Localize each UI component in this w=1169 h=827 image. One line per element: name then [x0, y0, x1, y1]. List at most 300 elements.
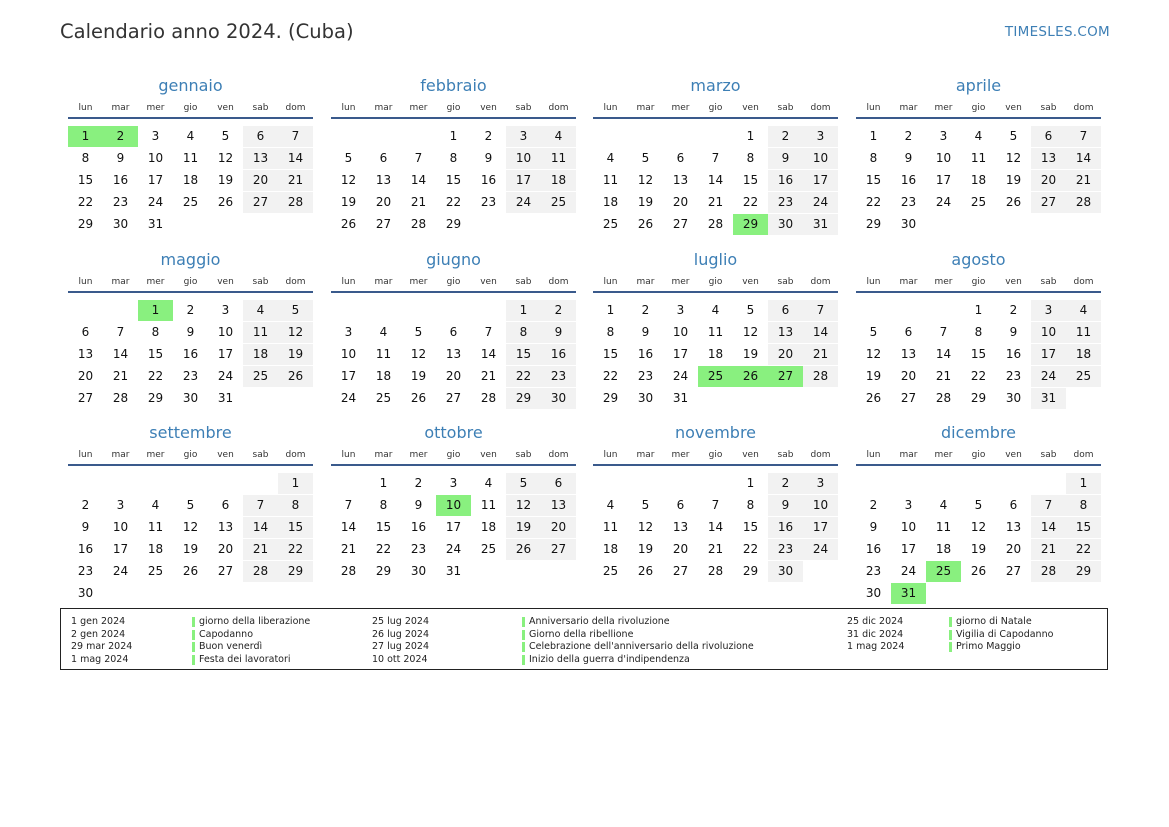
weekday-label: lun [866, 450, 881, 460]
weekday-label: ven [742, 450, 759, 460]
holiday-day: 25 [926, 561, 961, 582]
calendar-day: 14 [1031, 517, 1066, 538]
calendar-day: 29 [77, 217, 94, 231]
weekday-label: ven [1005, 277, 1022, 287]
legend-holiday-name [949, 641, 1021, 652]
calendar-day: 18 [243, 344, 278, 365]
legend-holiday-text: Celebrazione dell'anniversario della rivoluzione [529, 641, 754, 652]
calendar-day: 6 [81, 325, 90, 339]
calendar-day: 4 [186, 129, 195, 143]
calendar-day: 22 [970, 369, 987, 383]
calendar-day: 25 [375, 391, 392, 405]
calendar-day: 27 [445, 391, 462, 405]
month-divider [593, 117, 838, 119]
weekday-label: gio [183, 103, 198, 113]
weekday-label: lun [78, 277, 93, 287]
month-title: settembre [149, 423, 232, 442]
weekday-label: mar [636, 450, 655, 460]
calendar-day: 28 [278, 192, 313, 213]
legend-holiday-name [522, 641, 754, 652]
calendar-day: 24 [217, 369, 234, 383]
calendar-day: 14 [803, 322, 838, 343]
calendar-day: 12 [637, 173, 654, 187]
calendar-day: 13 [541, 495, 576, 516]
calendar-day: 6 [1031, 126, 1066, 147]
calendar-day: 27 [77, 391, 94, 405]
calendar-day: 15 [77, 173, 94, 187]
calendar-day: 18 [147, 542, 164, 556]
weekday-label: mer [409, 277, 428, 287]
calendar-day: 27 [900, 391, 917, 405]
calendar-day: 15 [742, 173, 759, 187]
calendar-day: 9 [541, 322, 576, 343]
calendar-day: 12 [970, 520, 987, 534]
legend-holiday-name [192, 654, 291, 665]
weekday-label: lun [603, 450, 618, 460]
calendar-day: 3 [449, 476, 458, 490]
calendar-day: 4 [606, 498, 615, 512]
calendar-day: 10 [900, 520, 917, 534]
weekday-label: gio [971, 103, 986, 113]
calendar-day: 29 [1066, 561, 1101, 582]
calendar-day: 21 [340, 542, 357, 556]
calendar-day: 14 [707, 173, 724, 187]
calendar-day: 8 [81, 151, 90, 165]
calendar-day: 25 [602, 564, 619, 578]
calendar-day: 21 [243, 539, 278, 560]
calendar-day: 10 [803, 495, 838, 516]
holiday-day: 29 [733, 214, 768, 235]
calendar-day: 29 [506, 388, 541, 409]
calendar-day: 13 [243, 148, 278, 169]
calendar-day: 9 [186, 325, 195, 339]
calendar-day: 18 [375, 369, 392, 383]
month-title: aprile [955, 76, 1002, 95]
calendar-day: 14 [340, 520, 357, 534]
calendar-day: 22 [77, 195, 94, 209]
calendar-day: 17 [672, 347, 689, 361]
calendar-day: 31 [1031, 388, 1066, 409]
legend-holiday-text: giorno di Natale [956, 616, 1032, 627]
calendar-day: 15 [506, 344, 541, 365]
calendar-day: 16 [410, 520, 427, 534]
weekday-label: ven [217, 103, 234, 113]
calendar-day: 15 [865, 173, 882, 187]
weekday-label: dom [1073, 450, 1094, 460]
calendar-day: 17 [803, 170, 838, 191]
calendar-day: 12 [506, 495, 541, 516]
calendar-day: 10 [340, 347, 357, 361]
calendar-day: 7 [243, 495, 278, 516]
calendar-day: 19 [217, 173, 234, 187]
calendar-day: 17 [900, 542, 917, 556]
calendar-day: 31 [803, 214, 838, 235]
calendar-day: 5 [221, 129, 230, 143]
weekday-label: gio [183, 450, 198, 460]
weekday-label: lun [603, 277, 618, 287]
calendar-day: 5 [641, 498, 650, 512]
legend-holiday-text: Giorno della ribellione [529, 628, 634, 640]
calendar-day: 20 [243, 170, 278, 191]
calendar-day: 7 [116, 325, 125, 339]
calendar-day: 28 [707, 564, 724, 578]
weekday-label: sab [777, 103, 794, 113]
calendar-day: 14 [112, 347, 129, 361]
legend-date: 31 dic 2024 [847, 628, 904, 640]
calendar-day: 3 [221, 303, 230, 317]
calendar-day: 30 [637, 391, 654, 405]
calendar-day: 16 [112, 173, 129, 187]
calendar-day: 9 [768, 495, 803, 516]
calendar-day: 25 [147, 564, 164, 578]
calendar-day: 16 [865, 542, 882, 556]
calendar-day: 5 [746, 303, 755, 317]
calendar-day: 3 [676, 303, 685, 317]
calendar-day: 15 [602, 347, 619, 361]
calendar-day: 12 [340, 173, 357, 187]
calendar-day: 29 [375, 564, 392, 578]
calendar-day: 19 [865, 369, 882, 383]
legend-holiday-text: Capodanno [199, 628, 254, 640]
calendar-day: 11 [1066, 322, 1101, 343]
calendar-day: 25 [602, 217, 619, 231]
calendar-day: 27 [672, 217, 689, 231]
calendar-day: 25 [480, 542, 497, 556]
legend-date: 25 lug 2024 [372, 616, 429, 627]
calendar-day: 16 [637, 347, 654, 361]
calendar-day: 29 [865, 217, 882, 231]
legend-holiday-text: Inizio della guerra d'indipendenza [529, 653, 690, 665]
weekday-label: lun [603, 103, 618, 113]
weekday-label: dom [548, 450, 569, 460]
weekday-label: mer [146, 103, 165, 113]
legend-holiday-text: Primo Maggio [956, 641, 1021, 652]
calendar-day: 24 [672, 369, 689, 383]
weekday-label: gio [971, 277, 986, 287]
calendar-day: 8 [974, 325, 983, 339]
weekday-label: sab [252, 450, 269, 460]
calendar-day: 21 [112, 369, 129, 383]
calendar-day: 30 [900, 217, 917, 231]
calendar-day: 26 [182, 564, 199, 578]
calendar-day: 21 [410, 195, 427, 209]
calendar-day: 16 [77, 542, 94, 556]
calendar-day: 17 [1031, 344, 1066, 365]
calendar-day: 2 [1009, 303, 1018, 317]
calendar-day: 17 [112, 542, 129, 556]
weekday-label: sab [1040, 103, 1057, 113]
calendar-day: 23 [1005, 369, 1022, 383]
calendar-day: 16 [768, 517, 803, 538]
legend-holiday-text: Anniversario della rivoluzione [529, 616, 670, 627]
calendar-day: 8 [869, 151, 878, 165]
legend-color-marker [522, 655, 525, 665]
calendar-day: 21 [1066, 170, 1101, 191]
weekday-label: gio [446, 450, 461, 460]
weekday-label: mar [899, 450, 918, 460]
legend-date: 27 lug 2024 [372, 641, 429, 652]
calendar-day: 26 [865, 391, 882, 405]
calendar-day: 30 [112, 217, 129, 231]
calendar-day: 17 [147, 173, 164, 187]
calendar-day: 12 [182, 520, 199, 534]
weekday-label: gio [446, 277, 461, 287]
holiday-day: 1 [68, 126, 103, 147]
calendar-day: 23 [182, 369, 199, 383]
calendar-day: 10 [147, 151, 164, 165]
month-title: giugno [426, 250, 481, 269]
brand-link[interactable]: TIMESLES.COM [1004, 24, 1110, 40]
calendar-day: 4 [484, 476, 493, 490]
weekday-label: sab [777, 277, 794, 287]
month-divider [68, 117, 313, 119]
calendar-day: 12 [865, 347, 882, 361]
calendar-day: 8 [606, 325, 615, 339]
calendar-day: 13 [77, 347, 94, 361]
calendar-day: 11 [480, 498, 497, 512]
calendar-day: 3 [116, 498, 125, 512]
calendar-day: 13 [672, 173, 689, 187]
calendar-day: 26 [217, 195, 234, 209]
calendar-day: 7 [1066, 126, 1101, 147]
weekday-label: dom [810, 103, 831, 113]
calendar-day: 1 [379, 476, 388, 490]
calendar-day: 23 [637, 369, 654, 383]
legend-color-marker [522, 642, 525, 652]
weekday-label: ven [480, 450, 497, 460]
weekday-label: mar [374, 277, 393, 287]
calendar-day: 26 [1005, 195, 1022, 209]
calendar-day: 15 [278, 517, 313, 538]
calendar-day: 26 [278, 366, 313, 387]
calendar-day: 18 [541, 170, 576, 191]
calendar-day: 31 [672, 391, 689, 405]
calendar-day: 28 [243, 561, 278, 582]
calendar-day: 26 [506, 539, 541, 560]
month-title: luglio [693, 250, 738, 269]
calendar-day: 15 [742, 520, 759, 534]
calendar-day: 17 [340, 369, 357, 383]
calendar-day: 29 [970, 391, 987, 405]
weekday-label: ven [1005, 103, 1022, 113]
calendar-day: 7 [711, 151, 720, 165]
legend-date: 10 ott 2024 [372, 653, 428, 665]
weekday-label: mer [671, 450, 690, 460]
legend-date: 1 gen 2024 [71, 616, 126, 627]
calendar-day: 19 [340, 195, 357, 209]
legend-date: 1 mag 2024 [847, 641, 905, 652]
calendar-day: 1 [869, 129, 878, 143]
calendar-day: 6 [676, 151, 685, 165]
calendar-day: 4 [1066, 300, 1101, 321]
calendar-day: 23 [865, 564, 882, 578]
calendar-day: 24 [900, 564, 917, 578]
calendar-day: 19 [410, 369, 427, 383]
calendar-day: 12 [637, 520, 654, 534]
calendar-day: 7 [803, 300, 838, 321]
calendar-day: 19 [637, 195, 654, 209]
calendar-day: 31 [445, 564, 462, 578]
legend-holiday-name [192, 629, 253, 640]
weekday-label: dom [285, 277, 306, 287]
calendar-day: 26 [637, 217, 654, 231]
calendar-day: 5 [869, 325, 878, 339]
calendar-day: 1 [506, 300, 541, 321]
calendar-day: 18 [602, 195, 619, 209]
calendar-day: 17 [935, 173, 952, 187]
weekday-label: ven [217, 450, 234, 460]
calendar-day: 11 [375, 347, 392, 361]
weekday-label: dom [810, 450, 831, 460]
weekday-label: ven [1005, 450, 1022, 460]
calendar-day: 24 [1031, 366, 1066, 387]
calendar-day: 28 [1031, 561, 1066, 582]
calendar-day: 20 [1005, 542, 1022, 556]
calendar-day: 10 [803, 148, 838, 169]
weekday-label: mer [934, 103, 953, 113]
calendar-day: 3 [1031, 300, 1066, 321]
weekday-label: ven [217, 277, 234, 287]
month-divider [331, 464, 576, 466]
weekday-label: mer [146, 277, 165, 287]
calendar-day: 7 [278, 126, 313, 147]
calendar-day: 15 [375, 520, 392, 534]
calendar-day: 28 [340, 564, 357, 578]
month-title: ottobre [424, 423, 483, 442]
calendar-day: 21 [1031, 539, 1066, 560]
calendar-day: 23 [410, 542, 427, 556]
calendar-day: 14 [707, 520, 724, 534]
calendar-day: 14 [1066, 148, 1101, 169]
calendar-day: 5 [278, 300, 313, 321]
calendar-day: 7 [1031, 495, 1066, 516]
legend-holiday-text: giorno della liberazione [199, 616, 311, 627]
weekday-label: dom [285, 450, 306, 460]
calendar-day: 4 [541, 126, 576, 147]
holiday-legend [60, 608, 1108, 670]
calendar-day: 13 [672, 520, 689, 534]
weekday-label: ven [480, 277, 497, 287]
holiday-day: 2 [103, 126, 138, 147]
calendar-day: 10 [506, 148, 541, 169]
calendar-day: 16 [480, 173, 497, 187]
legend-holiday-name [192, 616, 310, 627]
calendar-day: 11 [970, 151, 987, 165]
calendar-day: 20 [768, 344, 803, 365]
calendar-day: 30 [410, 564, 427, 578]
month-title: dicembre [940, 423, 1017, 442]
calendar-day: 16 [768, 170, 803, 191]
weekday-label: lun [341, 450, 356, 460]
calendar-day: 16 [541, 344, 576, 365]
month-divider [331, 117, 576, 119]
legend-color-marker [522, 630, 525, 640]
calendar-day: 14 [243, 517, 278, 538]
weekday-label: mar [111, 450, 130, 460]
calendar-day: 19 [637, 542, 654, 556]
weekday-label: mer [409, 103, 428, 113]
calendar-day: 2 [904, 129, 913, 143]
calendar-day: 8 [151, 325, 160, 339]
calendar-day: 4 [243, 300, 278, 321]
calendar-day: 27 [1005, 564, 1022, 578]
calendar-day: 19 [970, 542, 987, 556]
calendar-day: 11 [182, 151, 199, 165]
calendar-day: 4 [151, 498, 160, 512]
calendar-day: 2 [768, 126, 803, 147]
calendar-day: 12 [742, 325, 759, 339]
legend-date: 29 mar 2024 [71, 641, 133, 652]
legend-color-marker [522, 617, 525, 627]
calendar-day: 25 [1066, 366, 1101, 387]
calendar-day: 9 [768, 148, 803, 169]
calendar-day: 19 [742, 347, 759, 361]
calendar-day: 2 [541, 300, 576, 321]
calendar-day: 7 [484, 325, 493, 339]
weekday-label: gio [446, 103, 461, 113]
calendar-day: 10 [217, 325, 234, 339]
calendar-day: 2 [484, 129, 493, 143]
calendar-day: 5 [506, 473, 541, 494]
calendar-day: 28 [707, 217, 724, 231]
calendar-day: 13 [445, 347, 462, 361]
calendar-day: 5 [186, 498, 195, 512]
calendar-day: 24 [506, 192, 541, 213]
holiday-day: 27 [768, 366, 803, 387]
calendar-day: 7 [344, 498, 353, 512]
month-title: febbraio [420, 76, 487, 95]
calendar-day: 26 [340, 217, 357, 231]
calendar-day: 9 [1009, 325, 1018, 339]
calendar-day: 30 [541, 388, 576, 409]
calendar-day: 4 [379, 325, 388, 339]
holiday-day: 10 [436, 495, 471, 516]
calendar-day: 23 [768, 539, 803, 560]
calendar-day: 3 [506, 126, 541, 147]
calendar-day: 14 [480, 347, 497, 361]
calendar-day: 29 [147, 391, 164, 405]
weekday-label: gio [708, 277, 723, 287]
calendar-day: 29 [445, 217, 462, 231]
calendar-day: 1 [1066, 473, 1101, 494]
calendar-day: 17 [445, 520, 462, 534]
calendar-day: 29 [742, 564, 759, 578]
holiday-day: 1 [138, 300, 173, 321]
legend-color-marker [192, 642, 195, 652]
calendar-day: 27 [541, 539, 576, 560]
calendar-day: 23 [900, 195, 917, 209]
weekday-label: gio [708, 103, 723, 113]
weekday-label: sab [252, 277, 269, 287]
calendar-day: 30 [768, 561, 803, 582]
month-divider [856, 291, 1101, 293]
calendar-day: 30 [182, 391, 199, 405]
weekday-label: mer [671, 277, 690, 287]
calendar-day: 15 [1066, 517, 1101, 538]
weekday-label: lun [341, 103, 356, 113]
calendar-day: 14 [410, 173, 427, 187]
calendar-day: 11 [243, 322, 278, 343]
calendar-day: 6 [243, 126, 278, 147]
calendar-day: 6 [904, 325, 913, 339]
calendar-day: 15 [147, 347, 164, 361]
weekday-label: dom [548, 277, 569, 287]
legend-date: 26 lug 2024 [372, 628, 429, 640]
calendar-day: 25 [970, 195, 987, 209]
calendar-day: 9 [414, 498, 423, 512]
calendar-day: 11 [707, 325, 724, 339]
calendar-day: 18 [602, 542, 619, 556]
